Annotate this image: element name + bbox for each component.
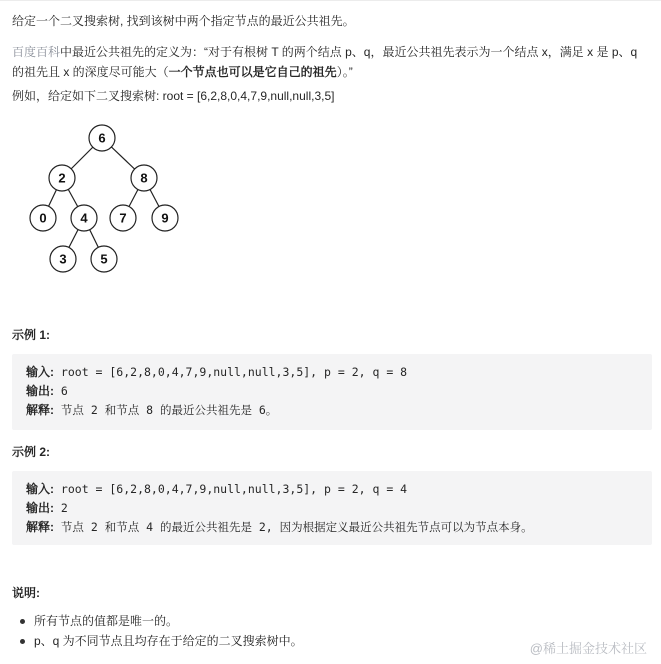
definition-text-b: ）。” xyxy=(336,65,353,79)
node-label: 2 xyxy=(58,170,66,186)
list-item: p、q 为不同节点且均存在于给定的二叉搜索树中。 xyxy=(14,631,303,651)
example-1-explain-line xyxy=(26,401,652,420)
example-2-code-block xyxy=(12,471,652,545)
watermark xyxy=(530,639,647,660)
input-label: 输入: xyxy=(26,365,54,379)
example-1-output-line xyxy=(26,382,652,401)
lca-definition xyxy=(12,42,647,82)
bst-diagram xyxy=(12,118,192,278)
example-2-input-line xyxy=(26,480,652,499)
example-1-output: 6 xyxy=(54,384,68,398)
node-label: 5 xyxy=(100,251,108,267)
node-label: 6 xyxy=(98,130,106,146)
node-label: 3 xyxy=(59,251,67,267)
definition-bold: 一个节点也可以是它自己的祖先 xyxy=(168,65,337,79)
node-label: 4 xyxy=(80,210,88,226)
example-1-explain: 节点 2 和节点 8 的最近公共祖先是 6。 xyxy=(54,403,278,417)
node-label: 0 xyxy=(39,210,47,226)
node-label: 9 xyxy=(161,210,169,226)
node-label: 7 xyxy=(119,210,127,226)
example-2-input: root = [6,2,8,0,4,7,9,null,null,3,5], p = 2, q = 4 xyxy=(54,482,408,496)
notes-list xyxy=(14,611,303,651)
definition-text-a: 中最近公共祖先的定义为：“对于有根树 T 的两个结点 p、q，最近公共祖先表示为一个结点 x，满足 x 是 p、q 的祖先且 x 的深度尽可能大（ xyxy=(12,45,638,79)
node-label: 8 xyxy=(140,170,148,186)
example-2-title: 示例 2: xyxy=(12,445,51,459)
baidu-baike-link[interactable]: 百度百科 xyxy=(12,45,61,59)
example-1-code-block xyxy=(12,354,652,430)
example-1-title: 示例 1: xyxy=(12,328,51,342)
example-2-output-line xyxy=(26,499,652,518)
watermark-text: @稀土掘金技术社区 xyxy=(529,641,647,657)
tree-edges xyxy=(43,138,165,259)
example-2-output: 2 xyxy=(54,501,68,515)
problem-intro: 给定一个二叉搜索树, 找到该树中两个指定节点的最近公共祖先。 xyxy=(12,14,355,28)
notes-title: 说明: xyxy=(12,586,40,600)
example-1-input-line xyxy=(26,363,652,382)
example-1-input: root = [6,2,8,0,4,7,9,null,null,3,5], p = 2, q = 8 xyxy=(54,365,408,379)
explain-label: 解释: xyxy=(26,403,54,417)
top-divider xyxy=(0,0,661,1)
example-2-explain: 节点 2 和节点 4 的最近公共祖先是 2, 因为根据定义最近公共祖先节点可以为节点本身。 xyxy=(54,520,533,534)
example-intro: 例如，给定如下二叉搜索树: root = [6,2,8,0,4,7,9,null,null,3,5] xyxy=(12,89,335,103)
output-label: 输出: xyxy=(26,501,54,515)
input-label: 输入: xyxy=(26,482,54,496)
list-item: 所有节点的值都是唯一的。 xyxy=(14,611,303,631)
output-label: 输出: xyxy=(26,384,54,398)
example-2-explain-line xyxy=(26,518,652,537)
explain-label: 解释: xyxy=(26,520,54,534)
